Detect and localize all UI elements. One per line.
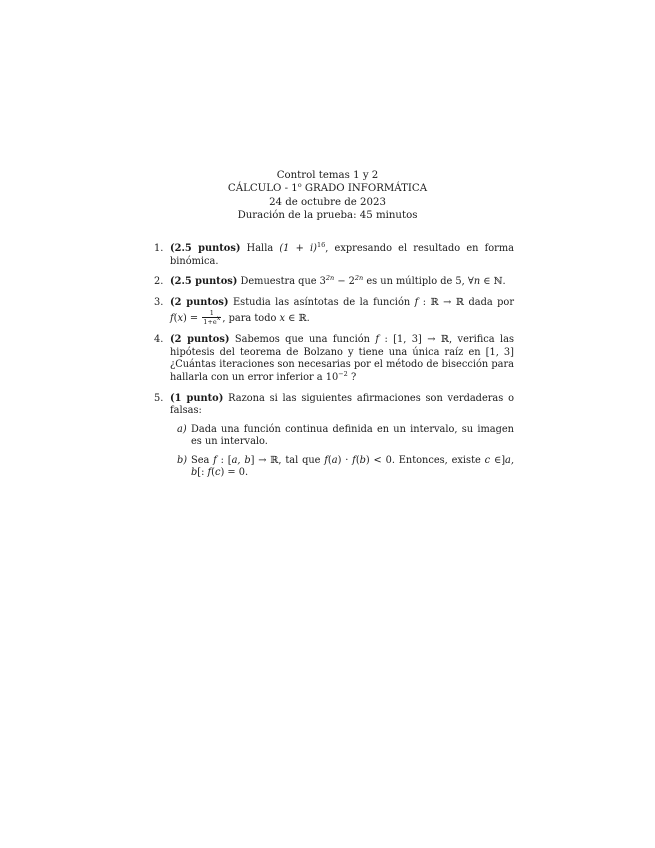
header-duration: Duración de la prueba: 45 minutos xyxy=(237,209,418,221)
sub-question-text: ( xyxy=(211,467,215,479)
math-variable: f xyxy=(207,467,212,479)
question-list xyxy=(154,243,514,488)
question-points: (2 puntos) xyxy=(170,333,230,345)
question-points: (2.5 puntos) xyxy=(170,243,241,254)
fraction-numerator: 1 xyxy=(202,310,221,318)
question-points: (2.5 puntos) xyxy=(170,276,238,288)
question-text: ∈ ℕ. xyxy=(480,276,506,288)
sub-question-b xyxy=(170,455,514,480)
question-number: 5. xyxy=(154,392,164,404)
question-text: , para todo xyxy=(222,312,280,324)
math-variable: c xyxy=(484,454,491,466)
math-base: 3 xyxy=(319,276,326,288)
math-variable: f xyxy=(324,454,328,466)
header-date: 24 de octubre de 2023 xyxy=(269,196,386,208)
sub-question-text: ] → ℝ, tal que xyxy=(250,454,325,466)
math-fraction xyxy=(202,310,221,326)
question-2 xyxy=(154,276,514,289)
header-course-pre: CÁLCULO - 1 xyxy=(227,183,298,195)
sub-question-label: a) xyxy=(177,423,187,435)
sub-question-text: Dada una función continua definida en un intervalo, su imagen es un intervalo. xyxy=(191,423,514,448)
math-variable: f xyxy=(414,297,419,309)
math-variable: f xyxy=(375,333,380,345)
sub-question-a xyxy=(170,424,514,449)
header-course-post: GRADO INFORMÁTICA xyxy=(301,183,428,195)
denominator-base: 1+e xyxy=(203,317,217,326)
question-text: Estudia las asíntotas de la función xyxy=(228,297,415,309)
math-variable: b xyxy=(359,454,366,466)
sub-question-text: ) < 0. Entonces, existe xyxy=(365,454,485,466)
question-text: Demuestra que xyxy=(237,276,320,288)
fraction-denominator xyxy=(202,313,221,326)
question-text: ) = xyxy=(183,312,202,324)
math-variable: a, b xyxy=(231,454,251,466)
question-text: Sabemos que una función xyxy=(229,333,376,345)
math-variable: a, b xyxy=(191,454,514,479)
question-4 xyxy=(154,334,514,384)
sub-question-text: ) = 0. xyxy=(220,467,249,479)
question-text: : ℝ → ℝ dada por xyxy=(418,297,515,309)
math-exponent: 2n xyxy=(354,274,364,283)
math-variable: f xyxy=(170,312,174,324)
header-topics: Control temas 1 y 2 xyxy=(276,170,379,181)
sub-question-text: ∈] xyxy=(490,454,506,466)
math-exponent: −2 xyxy=(338,369,348,378)
math-variable: n xyxy=(473,276,481,288)
exam-header xyxy=(0,169,655,222)
question-number: 4. xyxy=(154,333,164,345)
question-text: ? xyxy=(347,371,357,383)
math-variable: a xyxy=(331,454,338,466)
sub-question-text: [: xyxy=(197,467,208,479)
question-text: Razona si las siguientes afirmaciones son verdaderas o falsas: xyxy=(170,392,514,417)
math-variable: c xyxy=(215,467,221,479)
math-exponent: x xyxy=(216,313,221,322)
question-text: , expresando el resultado en forma binómica. xyxy=(170,243,515,267)
sub-question-text: ( xyxy=(327,454,332,466)
math-exponent: 2n xyxy=(325,274,335,283)
question-1 xyxy=(154,243,514,268)
question-number: 2. xyxy=(154,276,164,288)
math-variable: x xyxy=(279,312,286,324)
question-number: 1. xyxy=(154,243,164,254)
math-variable: f xyxy=(352,454,356,466)
question-text: ∈ ℝ. xyxy=(285,312,310,324)
question-text: : [1, 3] → ℝ, verifica las hipótesis del teorema de Bolzano y tiene una única raíz en [1, 3] ¿Cuántas iteraciones son necesarias por el método de bisección para hallarla con un error inferior a 10 xyxy=(170,333,514,383)
math-exponent: 16 xyxy=(316,241,326,249)
question-points: (2 puntos) xyxy=(170,297,229,309)
math-base: − 2 xyxy=(334,276,355,288)
question-number: 3. xyxy=(154,297,164,309)
question-text: Halla xyxy=(240,243,280,254)
math-expression: (1 + i) xyxy=(279,243,317,254)
sub-question-text: : [ xyxy=(216,454,232,466)
question-3 xyxy=(154,297,514,326)
question-text: es un múltiplo de 5, ∀ xyxy=(363,276,474,288)
sub-question-text: ) · xyxy=(337,454,353,466)
math-variable: x xyxy=(177,312,183,324)
question-5 xyxy=(154,393,514,481)
sub-question-text: ( xyxy=(355,454,360,466)
sub-question-text: Sea xyxy=(191,454,214,466)
header-course-ordinal: o xyxy=(297,181,302,190)
math-variable: f xyxy=(213,454,217,466)
question-text: ( xyxy=(173,312,178,324)
question-points: (1 punto) xyxy=(170,392,224,404)
sub-question-label: b) xyxy=(177,454,188,466)
header-course xyxy=(0,182,655,195)
